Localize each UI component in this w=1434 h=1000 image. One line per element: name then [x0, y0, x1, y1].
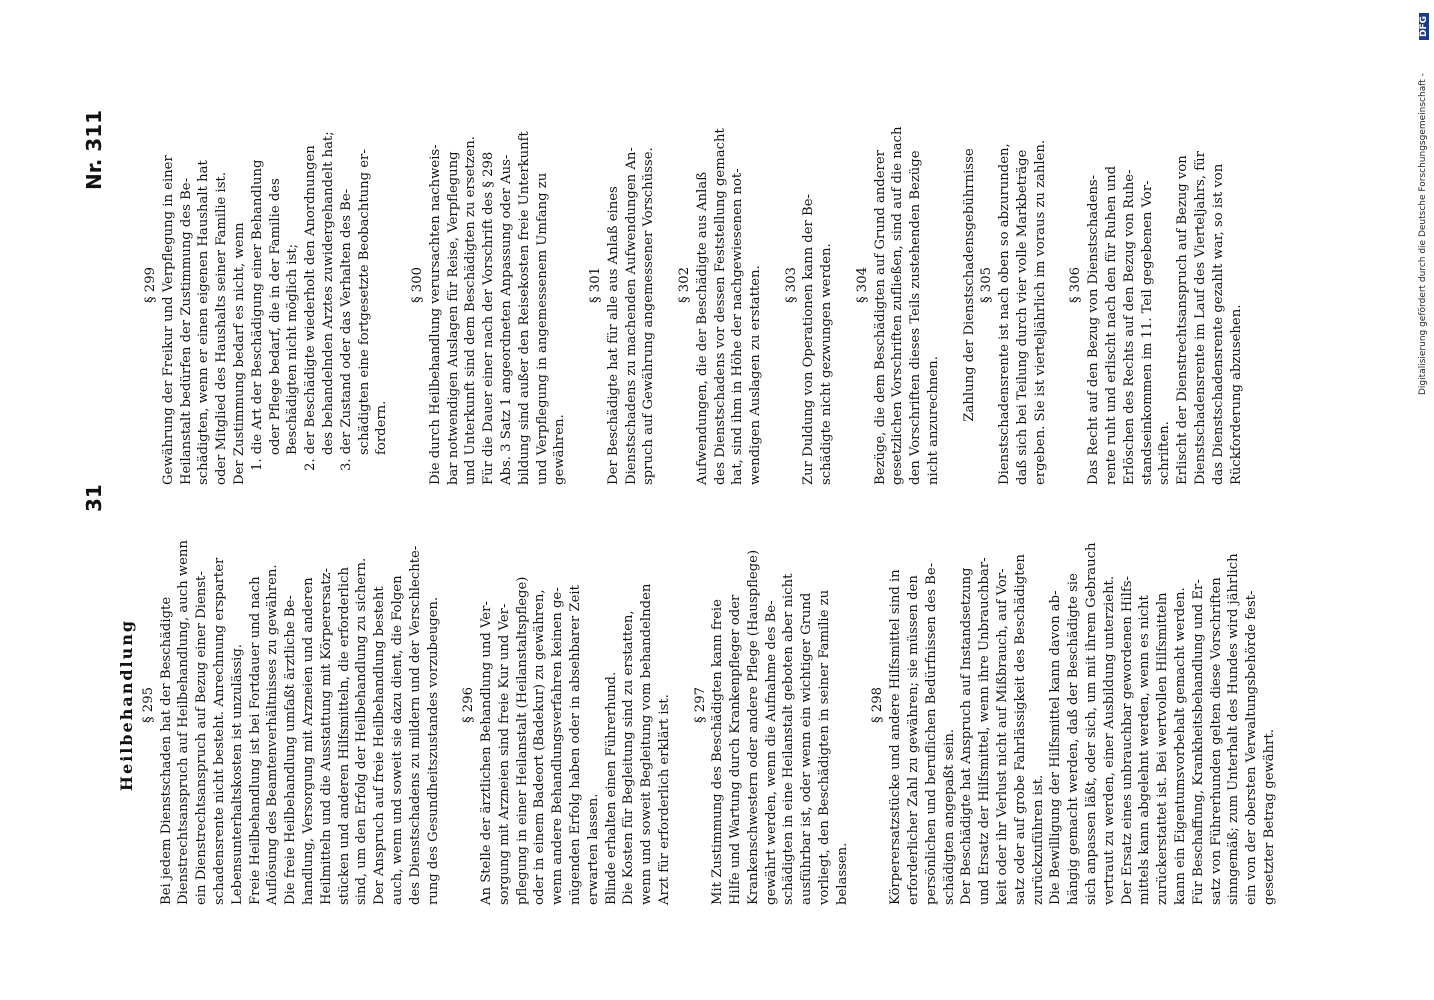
text-line: gewährt werden, wenn die Aufnahme des Be- [763, 600, 779, 905]
paragraph-302-heading: § 302 [676, 267, 692, 303]
text-line: das Dienstschadensrente gezahlt war, so ist von [1210, 163, 1226, 485]
text-line: Erlöschen des Rechts auf den Bezug von Ruhe- [1121, 169, 1137, 485]
text-line: belassen. [834, 842, 850, 905]
text-line: ein Dienstrechtsanspruch auf Bezug einer Dienst- [194, 571, 210, 905]
text-line: zurückerstattet ist. Bei wertvollen Hilfsmitteln [1155, 592, 1171, 905]
paragraph-298 [887, 505, 1279, 905]
text-line: erforderlicher Zahl zu gewähren; sie müssen den [906, 575, 922, 905]
paragraph-306-heading: § 306 [1068, 267, 1084, 303]
document-number: Nr. 311 [82, 109, 106, 190]
text-line: Gewährung der Freikur und Verpflegung in einer [160, 155, 176, 485]
text-line: hat, sind ihm in Höhe der nachgewiesenen not- [730, 168, 746, 485]
text-line: vorliegt, den Beschädigten in seiner Familie zu [817, 589, 833, 905]
text-line: handlung, Versorgung mit Arzneien und anderen [300, 577, 316, 905]
text-line: schädigten eine fortgesetzte Beobachtung er- [356, 149, 372, 455]
text-line: Erlischt der Dienstrechtsanspruch auf Bezug von [1175, 155, 1191, 485]
text-line: wenn und soweit Begleitung vom behandelnden [639, 583, 655, 905]
text-line: sinngemäß; zum Unterhalt des Hundes wird jährlich [1226, 553, 1242, 905]
text-line: fordern. [374, 400, 390, 455]
text-line: schadensrente nicht besteht. Anrechnung ersparter [211, 557, 227, 905]
text-line: und Unterkunft sind dem Beschädigten zu ersetzen. [463, 136, 479, 485]
text-line: Hilfe und Wartung durch Krankenpfleger oder [728, 594, 744, 905]
text-line: gewähren. [552, 414, 568, 485]
text-line: mittels kann abgelehnt werden, wenn es nicht [1137, 595, 1153, 905]
section-title-heilbehandlung: Heilbehandlung [117, 618, 136, 792]
text-line: hängig gemacht werden, daß der Beschädigte sie [1066, 573, 1082, 905]
text-line: wenn andere Behandlungsverfahren keinen ge- [550, 587, 566, 905]
paragraph-298-heading: § 298 [870, 687, 886, 723]
paragraph-297-heading: § 297 [692, 687, 708, 723]
text-line: Blinde erhalten einen Führerhund. [603, 671, 619, 905]
section-title-zahlung: Zahlung der Dienstschadensgebührnisse [961, 148, 977, 422]
text-line: des Dienstschadens vor dessen Feststellung gemacht [712, 128, 728, 485]
text-line: kann ein Eigentumsvorbehalt gemacht werden. [1173, 587, 1189, 905]
paragraph-303 [800, 85, 836, 485]
text-line: schädigten in eine Heilanstalt geboten aber nicht [781, 573, 797, 905]
text-line: erwarten lassen. [585, 793, 601, 905]
paragraph-299-list [249, 85, 391, 485]
text-line: Körperersatzstücke und andere Hilfsmittel sind in [888, 569, 904, 905]
paragraph-296-heading: § 296 [461, 687, 477, 723]
paragraph-301-heading: § 301 [587, 267, 603, 303]
dfg-logo [1419, 13, 1429, 40]
text-line: nicht anzurechnen. [926, 356, 942, 485]
text-line: Dienstschadensrente ist nach oben so abzurunden, [997, 143, 1013, 485]
text-line: Die Bewilligung der Hilfsmittel kann davon ab- [1048, 590, 1064, 905]
text-line: gesetzlichen Vorschriften zufließen, sind auf die nach [890, 126, 906, 485]
dfg-credit [1418, 73, 1428, 395]
text-line: oder in einem Badeort (Badekur) zu gewähren, [532, 589, 548, 905]
text-line: wendigen Auslagen zu erstatten. [748, 265, 764, 485]
paragraph-302 [694, 85, 765, 485]
text-line: Arzt für erforderlich erklärt ist. [656, 694, 672, 905]
text-line: den Vorschriften dieses Teils zustehenden Bezüge [908, 150, 924, 485]
paragraph-300 [427, 85, 569, 485]
text-line: Lebensunterhaltskosten ist unzulässig. [229, 644, 245, 905]
text-line: 1. die Art der Beschädigung einer Behandlung [249, 159, 265, 471]
text-line: Bei jedem Dienstschaden hat der Beschädigte [158, 596, 174, 905]
text-line: und Verpflegung in angemessenem Umfang zu [534, 172, 550, 485]
text-line: An Stelle der ärztlichen Behandlung und Ver- [478, 601, 494, 905]
paragraph-299-heading: § 299 [143, 267, 158, 303]
text-line: Bezüge, die dem Beschädigten auf Grund anderer [872, 150, 888, 485]
dfg-logo-text: DFG [1419, 13, 1429, 40]
paragraph-304 [872, 85, 943, 485]
text-line: sind, um den Erfolg der Heilbehandlung zu sichern. [354, 557, 370, 905]
text-line: auch, wenn und soweit sie dazu dient, die Folgen [389, 575, 405, 905]
text-line: Der Beschädigte hat für alle aus Anlaß eines [605, 186, 621, 485]
text-line: nügenden Erfolg haben oder in absehbarer Zeit [567, 585, 583, 905]
text-line: satz oder auf grobe Fahrlässigkeit des Beschädigten [1012, 554, 1028, 905]
paragraph-303-heading: § 303 [783, 267, 799, 303]
text-line: schriften. [1157, 421, 1173, 485]
text-line: stücken und anderen Hilfsmitteln, die erforderlich [336, 566, 352, 905]
text-line: Krankenschwestern oder andere Pflege (Hauspflege) [745, 549, 761, 905]
text-line: Zur Duldung von Operationen kann der Be- [801, 194, 817, 485]
text-line: ein von der obersten Verwaltungsbehörde fest- [1244, 590, 1260, 905]
text-line: Der Zustimmung bedarf es nicht, wenn [231, 222, 247, 485]
text-line: Mit Zustimmung des Beschädigten kann freie [710, 599, 726, 905]
text-line: schädigten, wenn er einen eigenen Haushalt hat [196, 160, 212, 485]
text-line: standseinkommen im 11. Teil gegebenen Vor- [1139, 180, 1155, 485]
text-line: schädigten angepaßt sein. [941, 728, 957, 905]
text-line: persönlichen und beruflichen Bedürfnissen des Be- [923, 562, 939, 905]
paragraph-305 [996, 85, 1049, 485]
text-line: des behandelnden Arztes zuwidergehandelt hat; [320, 131, 336, 455]
text-line: keit oder ihr Verlust nicht auf Mißbrauch, auf Vor- [995, 568, 1011, 905]
text-line: vertraut zu werden, einer Ausbildung unterzieht. [1101, 575, 1117, 905]
text-line: ergeben. Sie ist vierteljährlich im voraus zu zahlen. [1032, 139, 1048, 485]
text-line: Dienstrechtsanspruch auf Heilbehandlung, auch wenn [176, 540, 192, 905]
text-line: pflegung in einer Heilanstalt (Heilanstaltspflege) [514, 576, 530, 905]
paragraph-295-heading: § 295 [140, 687, 156, 723]
text-line: Das Recht auf den Bezug von Dienstschadens- [1086, 174, 1102, 485]
text-line: Rückforderung abzusehen. [1228, 304, 1244, 485]
text-line: 3. der Zustand oder das Verhalten des Be- [338, 188, 354, 471]
text-line: oder Pflege bedarf, die in der Familie des [267, 178, 283, 455]
paragraph-295 [158, 505, 443, 905]
text-line: satz von Führerhunden gelten diese Vorschriften [1208, 577, 1224, 905]
text-line: Der Ersatz eines unbrauchbar gewordenen Hilfs- [1119, 576, 1135, 905]
text-line: Für Beschaffung, Krankheitsbehandlung und Er- [1190, 579, 1206, 905]
text-line: bar notwendigen Auslagen für Reise, Verpflegung [445, 151, 461, 485]
text-line: oder Mitglied des Haushalts seiner Familie ist. [214, 171, 230, 485]
text-line: Die durch Heilbehandlung verursachten nachweis- [427, 144, 443, 485]
text-line: Dienstschadensrente im Lauf des Vierteljahrs, für [1193, 151, 1209, 485]
text-line: gesetzter Betrag gewährt. [1262, 729, 1277, 905]
paragraph-297 [709, 505, 851, 905]
text-line: Der Beschädigte hat Anspruch auf Instandsetzung [959, 567, 975, 905]
text-line: bildung sind außer den Reisekosten freie Unterkunft [516, 131, 532, 485]
text-line: Die freie Heilbehandlung umfaßt ärztliche Be- [283, 595, 299, 905]
text-line: rente ruht und erlischt nach den für Ruhen und [1104, 165, 1120, 485]
text-line: schädigte nicht gezwungen werden. [819, 243, 835, 485]
paragraph-301 [605, 85, 658, 485]
text-line: Dienstschadens zu machenden Aufwendungen An- [623, 147, 639, 485]
paragraph-304-heading: § 304 [854, 267, 870, 303]
text-line: sorgung mit Arzneien sind freie Kur und Ver- [496, 603, 512, 905]
text-line: spruch auf Gewährung angemessener Vorschüsse. [641, 147, 657, 485]
text-line: ausführbar ist, oder wenn ein wichtiger Grund [799, 592, 815, 905]
paragraph-296 [478, 505, 674, 905]
text-line: rung des Gesundheitszustandes vorzubeugen. [425, 596, 441, 905]
text-line: Heilanstalt bedürfen der Zustimmung des Be- [178, 177, 194, 485]
text-line: Aufwendungen, die der Beschädigte aus Anlaß [694, 171, 710, 485]
text-line: zurückzuführen ist. [1030, 774, 1046, 905]
paragraph-306 [1085, 85, 1245, 485]
paragraph-300-heading: § 300 [409, 267, 425, 303]
paragraph-299 [160, 85, 249, 485]
text-line: Der Anspruch auf freie Heilbehandlung besteht [372, 586, 388, 905]
dfg-credit-text: Digitalisierung gefördert durch die Deutsche Forschungsgemeinschaft - [1418, 73, 1428, 395]
text-line: daß sich bei Teilung durch vier volle Markbeträge [1015, 149, 1031, 485]
page-number: 31 [82, 484, 106, 512]
left-column [118, 505, 1279, 905]
text-line: Für die Dauer einer nach der Vorschrift des § 298 [481, 151, 497, 485]
paragraph-305-heading: § 305 [979, 267, 995, 303]
right-column [142, 85, 1245, 485]
text-line: Freie Heilbehandlung ist bei Fortdauer und nach [247, 576, 263, 905]
text-line: des Dienstschadens zu mildern und der Verschlechte- [407, 545, 423, 905]
text-line: Heilmitteln und die Ausstattung mit Körperersatz- [318, 568, 334, 905]
text-line: Abs. 3 Satz 1 angeordneten Anpassung oder Aus- [498, 154, 514, 485]
text-line: Beschädigten nicht möglich ist; [285, 243, 301, 455]
text-line: sich anpassen läßt, oder sich, um mit ihrem Gebrauch [1084, 542, 1100, 905]
text-line: 2. der Beschädigte wiederholt den Anordnungen [303, 145, 319, 471]
text-line: Auflösung des Beamtenverhältnisses zu gewähren. [265, 564, 281, 905]
text-line: Die Kosten für Begleitung sind zu erstatten, [621, 610, 637, 905]
text-line: und Ersatz der Hilfsmittel, wenn ihre Unbrauchbar- [977, 557, 993, 905]
